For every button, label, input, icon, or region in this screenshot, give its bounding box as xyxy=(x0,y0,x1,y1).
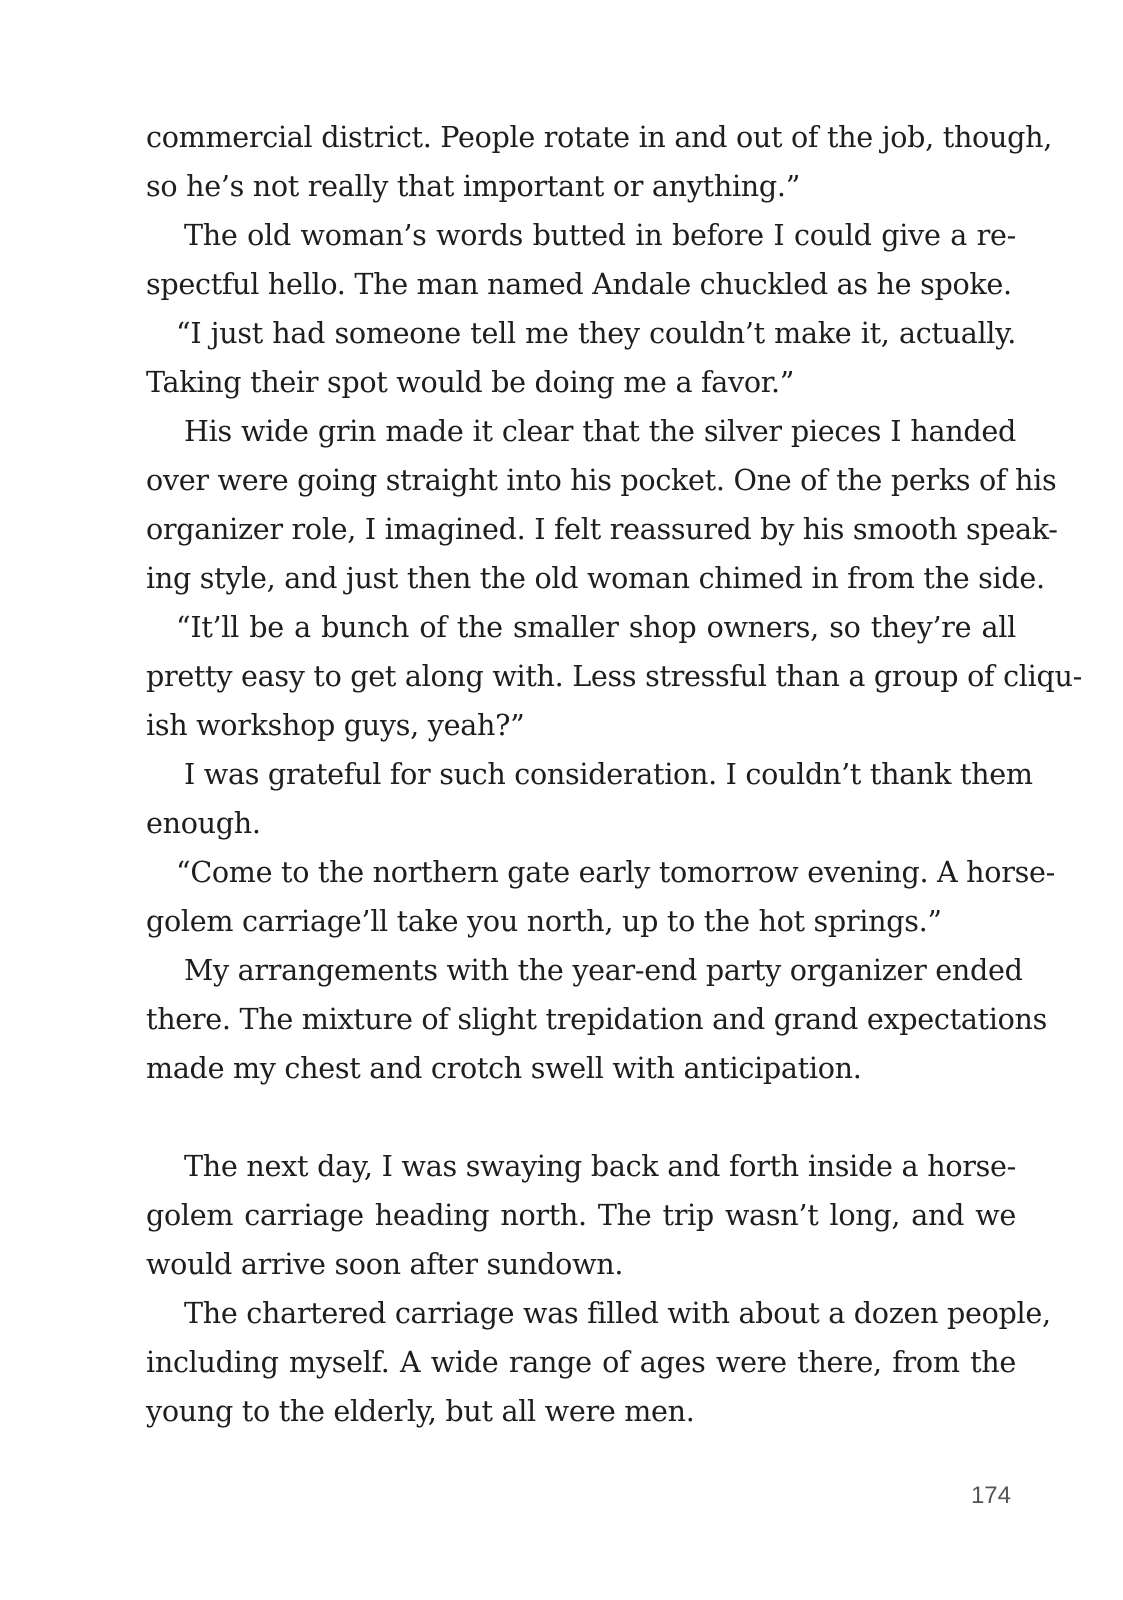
text-line: golem carriage heading north. The trip wasn’t long, and we xyxy=(146,1198,1016,1232)
text-line: My arrangements with the year-end party organizer ended xyxy=(184,953,1023,987)
text-line: made my chest and crotch swell with anticipation. xyxy=(146,1051,862,1085)
text-line: including myself. A wide range of ages were there, from the xyxy=(146,1345,1016,1379)
text-line: golem carriage’ll take you north, up to the hot springs.” xyxy=(146,904,942,938)
body-text xyxy=(146,113,1082,1436)
text-line: Taking their spot would be doing me a favor.” xyxy=(146,365,795,399)
text-line: ish workshop guys, yeah?” xyxy=(146,708,525,742)
text-line: enough. xyxy=(146,806,261,840)
text-line: The chartered carriage was filled with about a dozen people, xyxy=(184,1296,1051,1330)
section-break xyxy=(146,1093,1016,1142)
text-line: pretty easy to get along with. Less stressful than a group of cliqu- xyxy=(146,659,1082,693)
text-line: ing style, and just then the old woman chimed in from the side. xyxy=(146,561,1045,595)
text-line: young to the elderly, but all were men. xyxy=(146,1394,695,1428)
text-line: “I just had someone tell me they couldn’t make it, actually. xyxy=(176,316,1016,350)
text-line: The old woman’s words butted in before I could give a re- xyxy=(184,218,1016,252)
text-line: spectful hello. The man named Andale chuckled as he spoke. xyxy=(146,267,1012,301)
text-line: over were going straight into his pocket. One of the perks of his xyxy=(146,463,1057,497)
text-line: “Come to the northern gate early tomorrow evening. A horse- xyxy=(176,855,1055,889)
text-line: The next day, I was swaying back and forth inside a horse- xyxy=(184,1149,1016,1183)
text-line: so he’s not really that important or anything.” xyxy=(146,169,801,203)
text-line: there. The mixture of slight trepidation and grand expectations xyxy=(146,1002,1048,1036)
text-line: His wide grin made it clear that the silver pieces I handed xyxy=(184,414,1016,448)
text-line: “It’ll be a bunch of the smaller shop owners, so they’re all xyxy=(176,610,1016,644)
text-line: commercial district. People rotate in and out of the job, though, xyxy=(146,120,1052,154)
text-line: organizer role, I imagined. I felt reassured by his smooth speak- xyxy=(146,512,1058,546)
text-line: would arrive soon after sundown. xyxy=(146,1247,624,1281)
text-line: I was grateful for such consideration. I couldn’t thank them xyxy=(184,757,1033,791)
page-number: 174 xyxy=(970,1482,1011,1509)
